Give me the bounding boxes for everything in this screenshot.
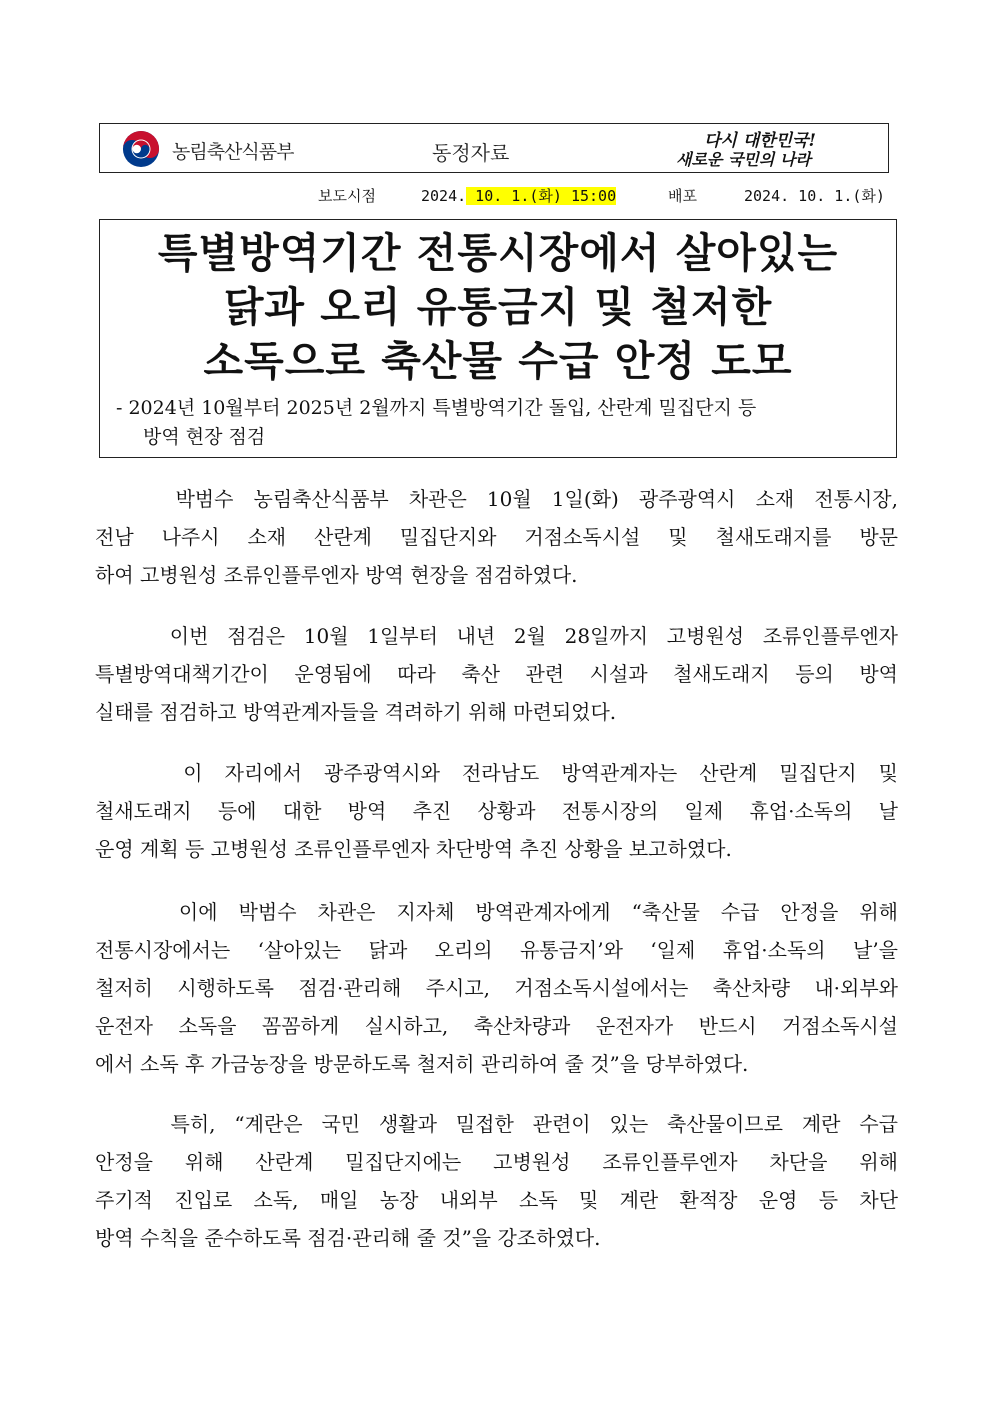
- slogan-calligraphy: [674, 128, 854, 170]
- release-label: 보도시점: [318, 187, 376, 205]
- headline-line: 소독으로 축산물 수급 안정 도모: [203, 337, 793, 385]
- paragraph-line: 전통시장에서는 ‘살아있는 닭과 오리의 유통금지’와 ‘일제 휴업·소독의 날’을: [95, 938, 898, 962]
- body-paragraph: [95, 1105, 898, 1257]
- paragraph-line: 전남 나주시 소재 산란계 밀집단지와 거점소독시설 및 철새도래지를 방문: [95, 525, 898, 549]
- paragraph-line: 철저히 시행하도록 점검·관리해 주시고, 거점소독시설에서는 축산차량 내·외부와: [95, 976, 898, 1000]
- taegeuk-emblem-icon: [122, 130, 160, 168]
- paragraph-line: 운전자 소독을 꼼꼼하게 실시하고, 축산차량과 운전자가 반드시 거점소독시설: [95, 1014, 898, 1038]
- paragraph-line: 철새도래지 등에 대한 방역 추진 상황과 전통시장의 일제 휴업·소독의 날: [95, 799, 898, 823]
- headline-box: [99, 219, 897, 458]
- paragraph-line: 실태를 점검하고 방역관계자들을 격려하기 위해 마련되었다.: [95, 700, 617, 724]
- ministry-name: 농림축산식품부: [172, 141, 294, 163]
- paragraph-line: 운영 계획 등 고병원성 조류인플루엔자 차단방역 추진 상황을 보고하였다.: [95, 837, 732, 861]
- paragraph-line: 하여 고병원성 조류인플루엔자 방역 현장을 점검하였다.: [95, 563, 578, 587]
- headline-line: 특별방역기간 전통시장에서 살아있는: [157, 229, 839, 277]
- headline-line: 닭과 오리 유통금지 및 철저한: [223, 283, 773, 331]
- body-paragraph: [95, 480, 898, 594]
- body-paragraph: [95, 893, 898, 1083]
- paragraph-line: 에서 소독 후 가금농장을 방문하도록 철저히 관리하여 줄 것”을 당부하였다.: [95, 1052, 749, 1076]
- paragraph-line: 이에 박범수 차관은 지자체 방역관계자에게 “축산물 수급 안정을 위해: [95, 900, 898, 924]
- body-paragraph: [95, 617, 898, 731]
- body-paragraph: [95, 754, 898, 868]
- subheadline: [116, 394, 886, 452]
- headline: [100, 226, 896, 388]
- distribution-label: 배포: [668, 187, 697, 205]
- document-header: [99, 123, 889, 173]
- paragraph-line: 특별방역대책기간이 운영됨에 따라 축산 관련 시설과 철새도래지 등의 방역: [95, 662, 898, 686]
- release-date-year: 2024.: [421, 187, 467, 205]
- slogan-line-1: 다시 대한민국!: [704, 131, 816, 151]
- paragraph-line: 특히, “계란은 국민 생활과 밀접한 관련이 있는 축산물이므로 계란 수급: [95, 1112, 898, 1136]
- release-date: [421, 185, 616, 207]
- document-type: 동정자료: [432, 141, 510, 165]
- subheadline-line: 방역 현장 점검: [143, 426, 266, 448]
- distribution-date: 2024. 10. 1.(화): [744, 187, 885, 205]
- subheadline-line: - 2024년 10월부터 2025년 2월까지 특별방역기간 돌입, 산란계 밀집단지 등: [116, 397, 757, 419]
- release-date-highlight: 10. 1.(화) 15:00: [466, 187, 617, 205]
- paragraph-line: 주기적 진입로 소독, 매일 농장 내외부 소독 및 계란 환적장 운영 등 차단: [95, 1188, 898, 1212]
- paragraph-line: 안정을 위해 산란계 밀집단지에는 고병원성 조류인플루엔자 차단을 위해: [95, 1150, 898, 1174]
- paragraph-line: 이 자리에서 광주광역시와 전라남도 방역관계자는 산란계 밀집단지 및: [95, 761, 898, 785]
- paragraph-line: 이번 점검은 10월 1일부터 내년 2월 28일까지 고병원성 조류인플루엔자: [95, 624, 898, 648]
- paragraph-line: 방역 수칙을 준수하도록 점검·관리해 줄 것”을 강조하였다.: [95, 1226, 601, 1250]
- slogan-line-2: 새로운 국민의 나라: [676, 150, 811, 169]
- paragraph-line: 박범수 농림축산식품부 차관은 10월 1일(화) 광주광역시 소재 전통시장,: [95, 487, 898, 511]
